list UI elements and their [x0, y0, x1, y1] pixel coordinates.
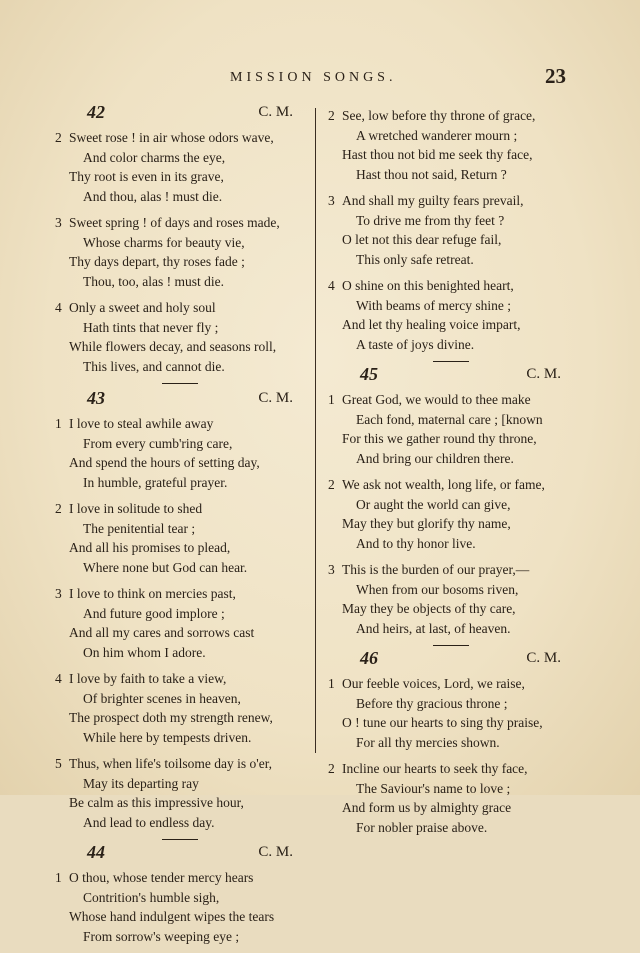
- left-column: [55, 100, 305, 953]
- verse-line: From every cumb'ring care,: [83, 435, 233, 451]
- verse-number: 5: [55, 756, 62, 771]
- verse-number: 2: [55, 130, 62, 145]
- hymn-42: [55, 102, 305, 376]
- hymn-45: [328, 364, 573, 638]
- verse-line: And let thy healing voice impart,: [342, 317, 521, 332]
- stanza: [55, 868, 305, 946]
- stanza-first-line: [328, 191, 573, 211]
- verse-number: 3: [55, 215, 62, 230]
- verse-line: Hast thou not bid me seek thy face,: [342, 147, 533, 162]
- verse-line: And all his promises to plead,: [69, 540, 231, 555]
- hymn-separator: [433, 361, 469, 362]
- verse-line: While flowers decay, and seasons roll,: [69, 339, 277, 354]
- verse-line-text: O thou, whose tender mercy hears: [69, 870, 254, 885]
- verse-line: A taste of joys divine.: [356, 336, 475, 352]
- hymn-heading: [328, 364, 573, 390]
- stanza-first-line: [55, 298, 305, 318]
- verse-line-text: Sweet rose ! in air whose odors wave,: [69, 130, 274, 145]
- verse-line: When from our bosoms riven,: [356, 581, 519, 597]
- verse-line: Thy days depart, thy roses fade ;: [69, 254, 245, 269]
- verse-line: Hast thou not said, Return ?: [356, 166, 507, 182]
- verse-line: The prospect doth my strength renew,: [69, 710, 273, 725]
- verse-line: And to thy honor live.: [356, 535, 476, 551]
- stanza: [55, 754, 305, 832]
- running-title: MISSION SONGS.: [230, 70, 397, 85]
- verse-number: 1: [55, 416, 62, 431]
- verse-line: The Saviour's name to love ;: [356, 780, 511, 796]
- stanza-first-line: [328, 560, 573, 580]
- verse-line: Or aught the world can give,: [356, 496, 511, 512]
- verse-number: 2: [55, 501, 62, 516]
- verse-line-text: We ask not wealth, long life, or fame,: [342, 477, 545, 492]
- verse-number: 1: [328, 676, 335, 691]
- verse-line: To drive me from thy feet ?: [356, 212, 505, 228]
- verse-line: O ! tune our hearts to sing thy praise,: [342, 715, 543, 730]
- stanza-first-line: [55, 414, 305, 434]
- verse-line: Of brighter scenes in heaven,: [83, 690, 241, 706]
- stanza-first-line: [328, 106, 573, 126]
- verse-number: 3: [55, 586, 62, 601]
- verse-line: With beams of mercy shine ;: [356, 297, 512, 313]
- column-divider: [315, 108, 316, 753]
- verse-line: May its departing ray: [83, 775, 199, 791]
- verse-number: 2: [328, 108, 335, 123]
- page-header: [0, 64, 640, 94]
- right-column: [328, 106, 573, 844]
- verse-line: In humble, grateful prayer.: [83, 474, 228, 490]
- hymn-number: 44: [87, 842, 105, 862]
- hymn-number: 43: [87, 388, 105, 408]
- stanza-first-line: [55, 868, 305, 888]
- verse-line: On him whom I adore.: [83, 644, 206, 660]
- stanza: [55, 128, 305, 206]
- verse-line-text: O shine on this benighted heart,: [342, 278, 514, 293]
- stanza: [55, 499, 305, 577]
- verse-line: This lives, and cannot die.: [83, 358, 225, 374]
- verse-number: 3: [328, 562, 335, 577]
- hymn-meter: C. M.: [258, 104, 293, 120]
- verse-line-text: Only a sweet and holy soul: [69, 300, 216, 315]
- verse-line: While here by tempests driven.: [83, 729, 252, 745]
- verse-line-text: Thus, when life's toilsome day is o'er,: [69, 756, 273, 771]
- verse-line: And heirs, at last, of heaven.: [356, 620, 511, 636]
- verse-line-text: Sweet spring ! of days and roses made,: [69, 215, 280, 230]
- verse-line: Each fond, maternal care ; [known: [356, 411, 543, 427]
- verse-line: Where none but God can hear.: [83, 559, 248, 575]
- verse-line: Contrition's humble sigh,: [83, 889, 220, 905]
- hymn-heading: [55, 102, 305, 128]
- verse-line: This only safe retreat.: [356, 251, 474, 267]
- stanza-first-line: [328, 276, 573, 296]
- verse-line-text: I love to think on mercies past,: [69, 586, 236, 601]
- stanza: [328, 475, 573, 553]
- hymn-number: 42: [87, 102, 105, 122]
- stanza-first-line: [328, 759, 573, 779]
- hymn-meter: C. M.: [258, 844, 293, 860]
- hymn-separator: [433, 645, 469, 646]
- verse-number: 2: [328, 761, 335, 776]
- verse-line: Be calm as this impressive hour,: [69, 795, 244, 810]
- stanza-first-line: [55, 669, 305, 689]
- hymn-heading: [55, 842, 305, 868]
- verse-line-text: Our feeble voices, Lord, we raise,: [342, 676, 525, 691]
- verse-line: For this we gather round thy throne,: [342, 431, 537, 446]
- stanza: [328, 674, 573, 752]
- verse-line: And spend the hours of setting day,: [69, 455, 260, 470]
- stanza: [328, 106, 573, 184]
- hymn-meter: C. M.: [258, 390, 293, 406]
- hymn-number: 46: [360, 648, 378, 668]
- verse-line: The penitential tear ;: [83, 520, 196, 536]
- hymn-heading: [328, 648, 573, 674]
- stanza: [55, 414, 305, 492]
- verse-number: 4: [55, 671, 62, 686]
- verse-line: For all thy mercies shown.: [356, 734, 500, 750]
- verse-line-text: I love in solitude to shed: [69, 501, 203, 516]
- stanza: [55, 584, 305, 662]
- hymn-number: 45: [360, 364, 378, 384]
- verse-line: And future good implore ;: [83, 605, 225, 621]
- hymn-44: [55, 842, 305, 946]
- stanza: [328, 759, 573, 837]
- verse-line-text: Great God, we would to thee make: [342, 392, 531, 407]
- verse-number: 1: [55, 870, 62, 885]
- verse-number: 3: [328, 193, 335, 208]
- verse-line: Hath tints that never fly ;: [83, 319, 219, 335]
- verse-line-text: I love to steal awhile away: [69, 416, 214, 431]
- hymn-heading: [55, 388, 305, 414]
- verse-line: And lead to endless day.: [83, 814, 215, 830]
- verse-line: And form us by almighty grace: [342, 800, 512, 815]
- verse-line: Thy root is even in its grave,: [69, 169, 224, 184]
- stanza-first-line: [55, 128, 305, 148]
- verse-line: Before thy gracious throne ;: [356, 695, 508, 711]
- verse-line-text: See, low before thy throne of grace,: [342, 108, 536, 123]
- verse-line: And color charms the eye,: [83, 149, 226, 165]
- page-number: 23: [545, 64, 566, 88]
- verse-line: May they but glorify thy name,: [342, 516, 511, 531]
- verse-line: And all my cares and sorrows cast: [69, 625, 255, 640]
- stanza-first-line: [55, 499, 305, 519]
- verse-line: And bring our children there.: [356, 450, 514, 466]
- verse-line: Whose charms for beauty vie,: [83, 234, 245, 250]
- hymn-separator: [162, 839, 198, 840]
- stanza-first-line: [328, 390, 573, 410]
- hymn-meter: C. M.: [526, 366, 561, 382]
- hymn-separator: [162, 383, 198, 384]
- stanza-first-line: [328, 475, 573, 495]
- stanza: [328, 390, 573, 468]
- stanza-first-line: [55, 754, 305, 774]
- hymn-46: [328, 648, 573, 837]
- verse-line-text: Incline our hearts to seek thy face,: [342, 761, 528, 776]
- stanza: [55, 213, 305, 291]
- stanza: [328, 191, 573, 269]
- verse-line: And thou, alas ! must die.: [83, 188, 223, 204]
- stanza-first-line: [55, 584, 305, 604]
- hymn-meter: C. M.: [526, 650, 561, 666]
- verse-line-text: I love by faith to take a view,: [69, 671, 227, 686]
- verse-number: 1: [328, 392, 335, 407]
- verse-line: From sorrow's weeping eye ;: [83, 928, 240, 944]
- verse-line: Whose hand indulgent wipes the tears: [69, 909, 275, 924]
- verse-line-text: This is the burden of our prayer,—: [342, 562, 530, 577]
- verse-line: For nobler praise above.: [356, 819, 488, 835]
- stanza-first-line: [328, 674, 573, 694]
- stanza-first-line: [55, 213, 305, 233]
- stanza: [55, 298, 305, 376]
- verse-number: 4: [55, 300, 62, 315]
- verse-line: O let not this dear refuge fail,: [342, 232, 502, 247]
- stanza: [328, 560, 573, 638]
- verse-number: 4: [328, 278, 335, 293]
- stanza: [55, 669, 305, 747]
- stanza: [328, 276, 573, 354]
- verse-line: May they be objects of thy care,: [342, 601, 516, 616]
- verse-number: 2: [328, 477, 335, 492]
- verse-line: Thou, too, alas ! must die.: [83, 273, 224, 289]
- verse-line: A wretched wanderer mourn ;: [356, 127, 518, 143]
- verse-line-text: And shall my guilty fears prevail,: [342, 193, 524, 208]
- hymn-43: [55, 388, 305, 832]
